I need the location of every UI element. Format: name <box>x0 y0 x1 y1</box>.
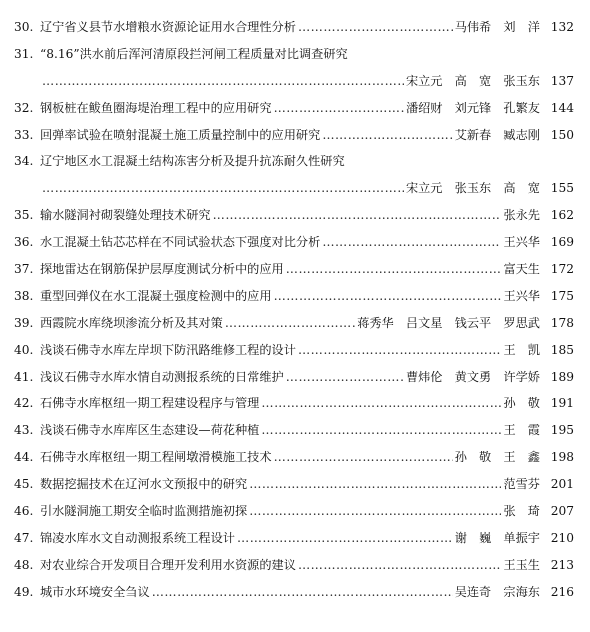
toc-entry-40[interactable] <box>14 337 574 364</box>
entry-title: 引水隧洞施工期安全临时监测措施初探 <box>40 504 248 519</box>
entry-authors: 张 琦 <box>503 504 540 519</box>
entry-title: 城市水环境安全刍议 <box>40 584 150 599</box>
entry-number: 46. <box>14 504 34 519</box>
entry-authors: 宋立元 高 宽 张玉东 <box>405 73 540 88</box>
entry-title: 钢板桩在鲅鱼圈海堤治理工程中的应用研究 <box>40 100 272 115</box>
entry-number: 44. <box>14 450 34 465</box>
entry-page: 162 <box>550 208 574 223</box>
entry-number: 42. <box>14 396 34 411</box>
dot-leader <box>274 444 453 471</box>
entry-page: 132 <box>550 20 574 34</box>
entry-number: 48. <box>14 557 34 572</box>
entry-number: 43. <box>14 423 34 438</box>
entry-number: 45. <box>14 477 34 492</box>
dot-leader <box>298 14 453 41</box>
entry-authors: 蒋秀华 吕文星 钱云平 罗思武 <box>357 315 540 330</box>
entry-authors: 王玉生 <box>503 557 540 572</box>
entry-authors: 谢 巍 单振宇 <box>454 530 540 545</box>
entry-number: 47. <box>14 530 34 545</box>
dot-leader <box>298 552 502 579</box>
entry-number: 39. <box>14 315 34 330</box>
entry-page: 169 <box>550 235 574 250</box>
table-of-contents <box>14 14 574 606</box>
entry-number: 35. <box>14 208 34 223</box>
entry-number: 34. <box>14 154 34 169</box>
entry-number: 33. <box>14 127 34 142</box>
toc-entry-34-continuation[interactable] <box>14 175 574 202</box>
toc-entry-38[interactable] <box>14 283 574 310</box>
toc-entry-41[interactable] <box>14 364 574 391</box>
entry-title: 浅议石佛寺水库水情自动测报系统的日常维护 <box>40 369 284 384</box>
entry-authors: 王兴华 <box>503 288 540 303</box>
toc-entry-49[interactable] <box>14 579 574 606</box>
dot-leader <box>249 498 501 525</box>
entry-page: 191 <box>550 396 574 411</box>
entry-title: 西霞院水库绕坝渗流分析及其对策 <box>40 315 223 330</box>
entry-number: 37. <box>14 262 34 277</box>
entry-authors: 吴连奇 宗海东 <box>454 584 540 599</box>
entry-number: 30. <box>14 20 34 34</box>
entry-page: 213 <box>550 557 574 572</box>
entry-page: 216 <box>550 584 574 599</box>
entry-authors: 张永先 <box>503 208 540 223</box>
entry-page: 175 <box>550 288 574 303</box>
entry-authors: 孙 敬 <box>503 396 540 411</box>
toc-entry-37[interactable] <box>14 256 574 283</box>
entry-page: 150 <box>550 127 574 142</box>
entry-number: 49. <box>14 584 34 599</box>
toc-entry-36[interactable] <box>14 229 574 256</box>
toc-entry-39[interactable] <box>14 310 574 337</box>
entry-authors: 艾新春 臧志刚 <box>454 127 540 142</box>
dot-leader <box>42 68 404 95</box>
entry-authors: 富天生 <box>503 262 540 277</box>
dot-leader <box>286 256 502 283</box>
dot-leader <box>261 417 501 444</box>
entry-title: 水工混凝土钻芯芯样在不同试验状态下强度对比分析 <box>40 235 321 250</box>
dot-leader <box>213 202 502 229</box>
dot-leader <box>286 364 404 391</box>
dot-leader <box>322 229 501 256</box>
toc-entry-31[interactable] <box>14 41 574 68</box>
toc-entry-35[interactable] <box>14 202 574 229</box>
entry-page: 189 <box>550 369 574 384</box>
entry-page: 178 <box>550 315 574 330</box>
toc-entry-43[interactable] <box>14 417 574 444</box>
dot-leader <box>274 95 404 122</box>
entry-title: 回弹率试验在喷射混凝土施工质量控制中的应用研究 <box>40 127 321 142</box>
toc-entry-34[interactable] <box>14 148 574 175</box>
dot-leader <box>298 337 502 364</box>
entry-title: 石佛寺水库枢纽一期工程建设程序与管理 <box>40 396 260 411</box>
entry-number: 31. <box>14 46 34 61</box>
dot-leader <box>42 175 404 202</box>
entry-title: 辽宁省义县节水增粮水资源论证用水合理性分析 <box>40 20 296 34</box>
toc-entry-44[interactable] <box>14 444 574 471</box>
entry-title: 输水隧洞衬砌裂缝处理技术研究 <box>40 208 211 223</box>
entry-title: 探地雷达在钢筋保护层厚度测试分析中的应用 <box>40 262 284 277</box>
entry-authors: 曹炜伦 黄文勇 许学娇 <box>405 369 540 384</box>
dot-leader <box>249 471 501 498</box>
entry-page: 207 <box>550 504 574 519</box>
entry-page: 172 <box>550 262 574 277</box>
toc-entry-47[interactable] <box>14 525 574 552</box>
dot-leader <box>152 579 453 606</box>
dot-leader <box>237 525 453 552</box>
toc-entry-48[interactable] <box>14 552 574 579</box>
entry-page: 144 <box>550 100 574 115</box>
toc-entry-30[interactable] <box>14 14 574 41</box>
toc-entry-32[interactable] <box>14 95 574 122</box>
entry-number: 32. <box>14 100 34 115</box>
dot-leader <box>322 122 452 149</box>
entry-authors: 马伟希 刘 洋 <box>454 20 540 34</box>
entry-page: 198 <box>550 450 574 465</box>
entry-title: 石佛寺水库枢纽一期工程闸墩滑模施工技术 <box>40 450 272 465</box>
toc-entry-31-continuation[interactable] <box>14 68 574 95</box>
entry-page: 210 <box>550 530 574 545</box>
dot-leader <box>274 283 502 310</box>
toc-entry-46[interactable] <box>14 498 574 525</box>
entry-title: 重型回弹仪在水工混凝土强度检测中的应用 <box>40 288 272 303</box>
entry-authors: 潘绍财 刘元锋 孔繁友 <box>405 100 540 115</box>
entry-authors: 王 凯 <box>503 342 540 357</box>
entry-authors: 范雪芬 <box>503 477 540 492</box>
entry-authors: 孙 敬 王 鑫 <box>454 450 540 465</box>
entry-number: 36. <box>14 235 34 250</box>
entry-title: 对农业综合开发项目合理开发利用水资源的建议 <box>40 557 296 572</box>
entry-authors: 王兴华 <box>503 235 540 250</box>
entry-title: 浅谈石佛寺水库左岸坝下防汛路维修工程的设计 <box>40 342 296 357</box>
entry-number: 38. <box>14 288 34 303</box>
entry-page: 155 <box>550 181 574 196</box>
dot-leader <box>225 310 355 337</box>
entry-authors: 宋立元 张玉东 高 宽 <box>405 181 540 196</box>
entry-number: 40. <box>14 342 34 357</box>
entry-page: 137 <box>550 73 574 88</box>
entry-page: 185 <box>550 342 574 357</box>
toc-entry-42[interactable] <box>14 390 574 417</box>
entry-title: 数据挖掘技术在辽河水文预报中的研究 <box>40 477 248 492</box>
entry-title: 浅谈石佛寺水库库区生态建设—荷花种植 <box>40 423 260 438</box>
entry-title: “8.16”洪水前后浑河清原段拦河闸工程质量对比调查研究 <box>40 46 348 61</box>
entry-page: 201 <box>550 477 574 492</box>
entry-title: 辽宁地区水工混凝土结构冻害分析及提升抗冻耐久性研究 <box>40 154 345 169</box>
entry-page: 195 <box>550 423 574 438</box>
toc-entry-33[interactable] <box>14 122 574 149</box>
entry-authors: 王 霞 <box>503 423 540 438</box>
entry-number: 41. <box>14 369 34 384</box>
toc-entry-45[interactable] <box>14 471 574 498</box>
dot-leader <box>261 390 501 417</box>
entry-title: 锦凌水库水文自动测报系统工程设计 <box>40 530 235 545</box>
